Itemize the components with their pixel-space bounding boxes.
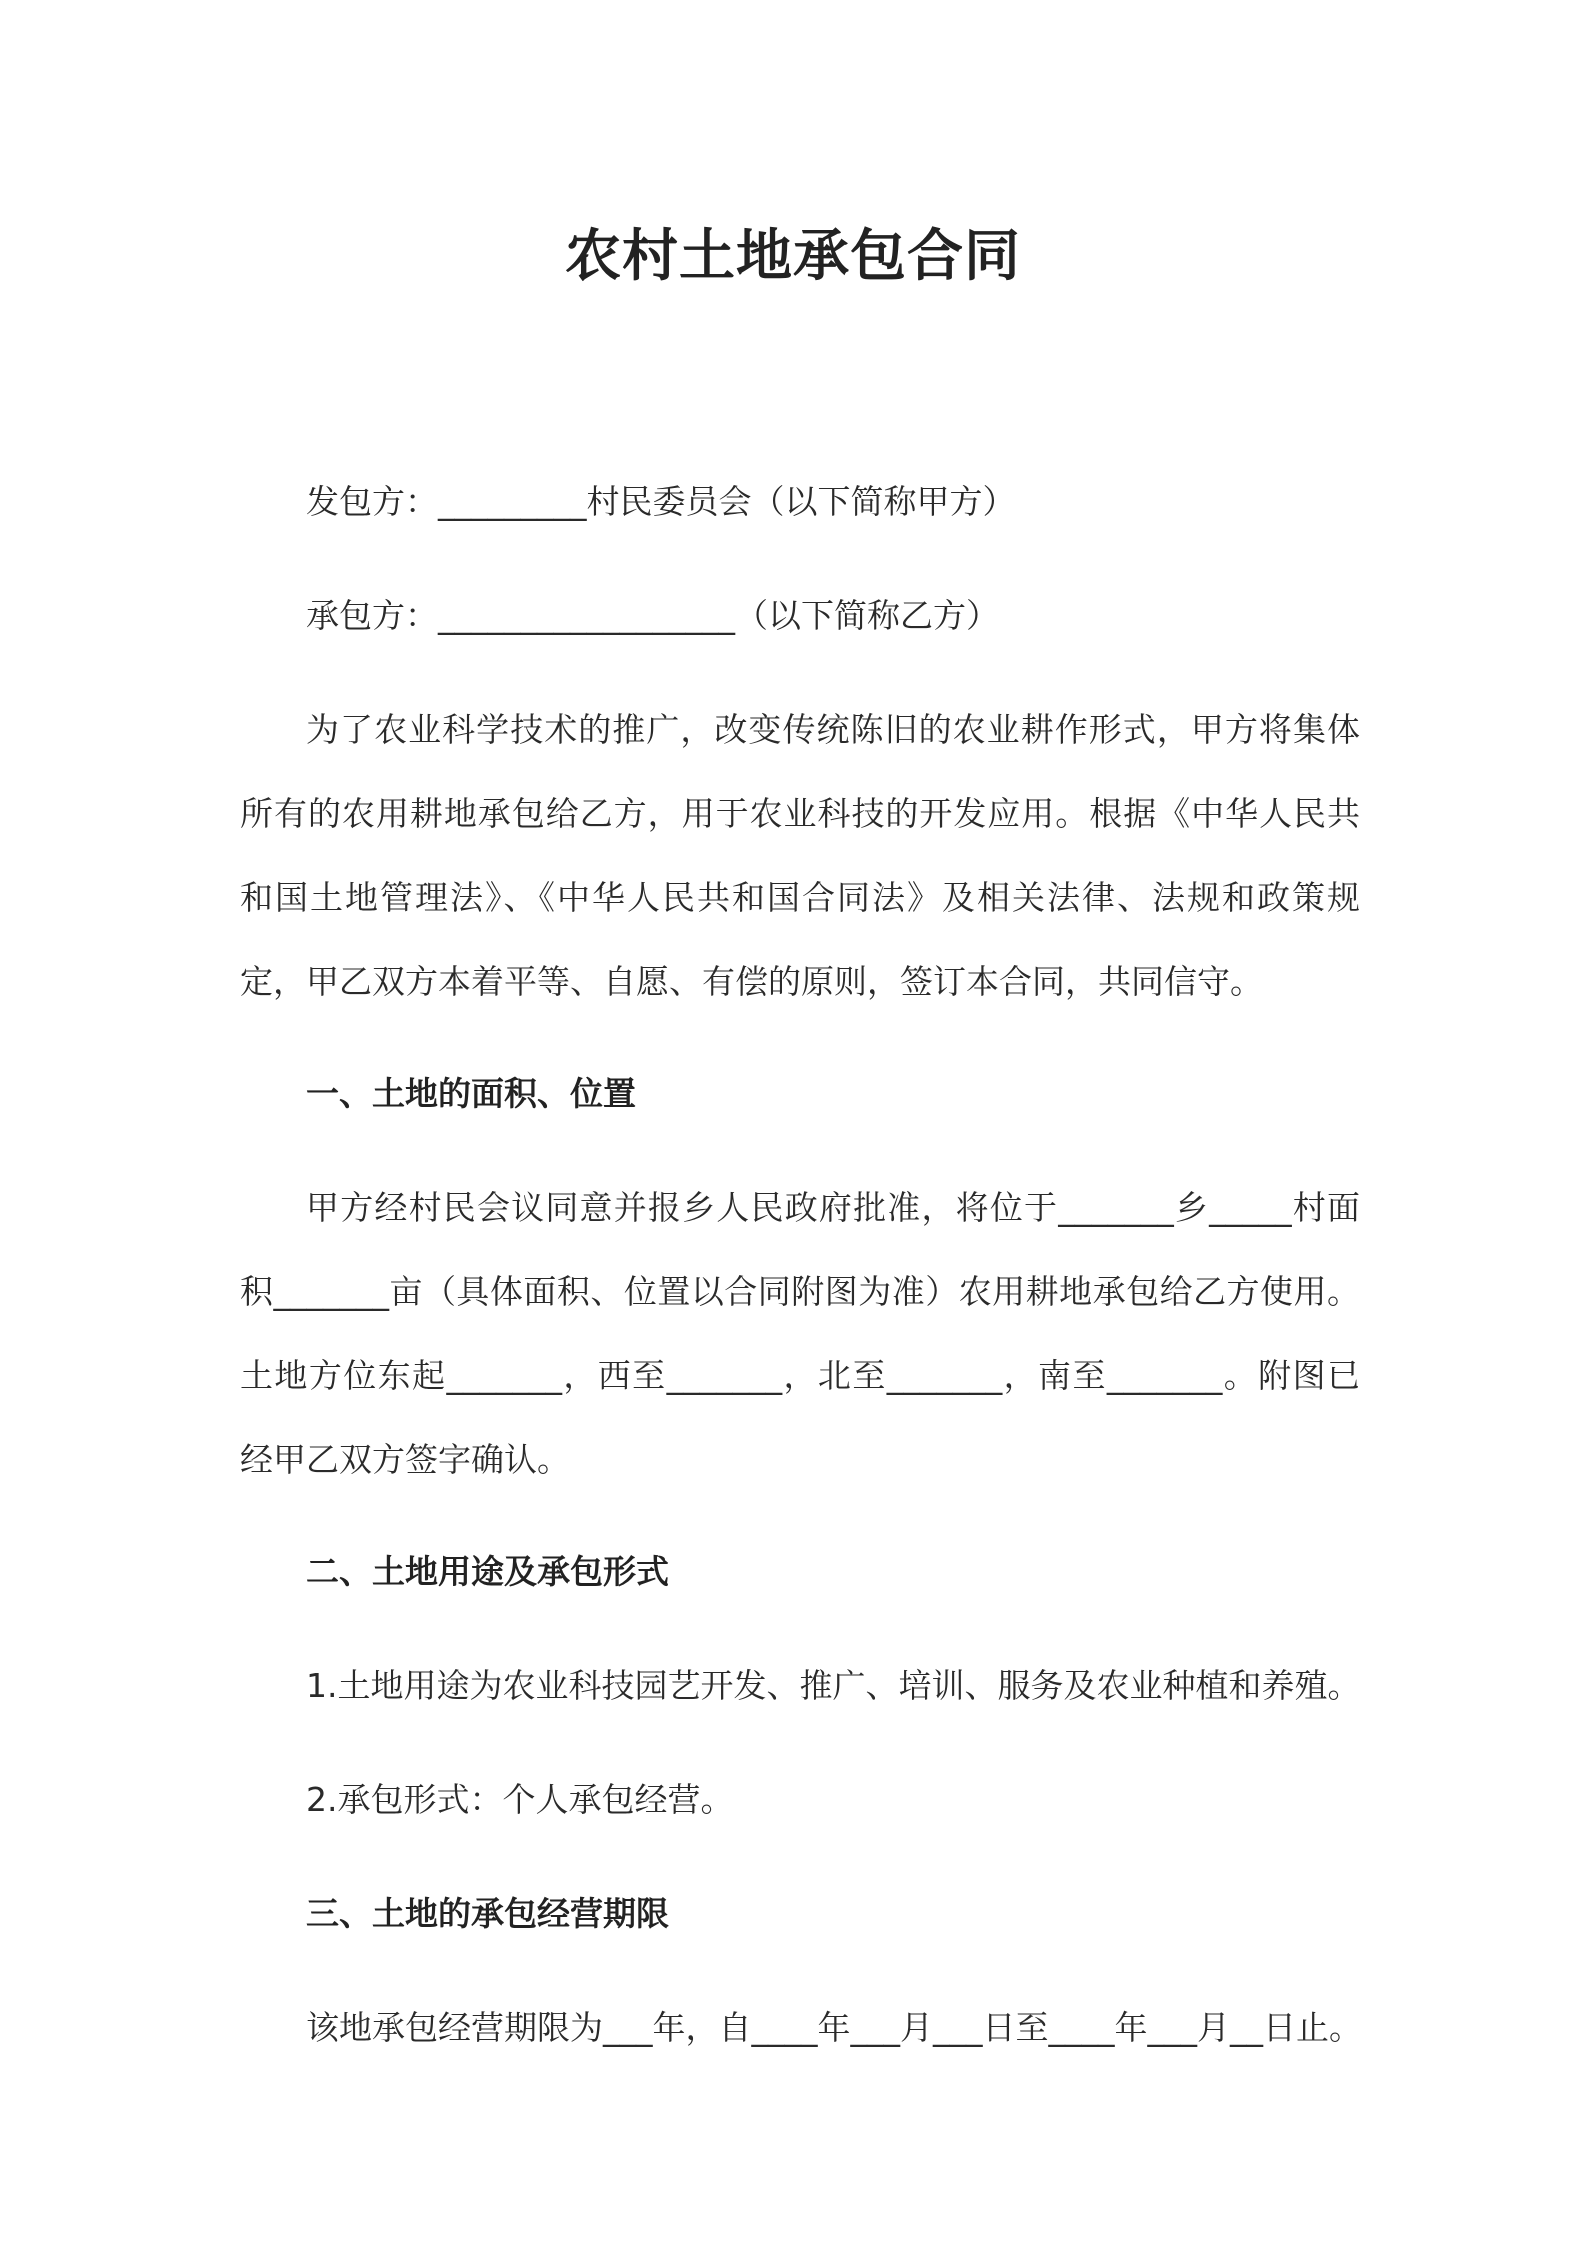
party-a-line: 发包方：_________村民委员会（以下简称甲方） [306,482,1016,521]
section-1-heading: 一、土地的面积、位置 [306,1074,636,1113]
preamble-block [240,688,1360,1024]
section-2-item-2: 2.承包形式：个人承包经营。 [306,1780,734,1819]
document-title: 农村土地承包合同 [565,224,1021,289]
section-1-paragraph: 甲方经村民会议同意并报乡人民政府批准，将位于_______乡_____村面积_______亩（具体面积、位置以合同附图为准）农用耕地承包给乙方使用。土地方位东起_______，西至_______，北至_______，南至_______。附图已经甲乙双方签字确认。 [240,1188,1360,1479]
section-3-paragraph: 该地承包经营期限为___年，自____年___月___日至____年___月__日止。 [306,2008,1362,2047]
party-b-line: 承包方：__________________（以下简称乙方） [306,596,999,635]
section-2-item-1: 1.土地用途为农业科技园艺开发、推广、培训、服务及农业种植和养殖。 [306,1666,1361,1705]
preamble-paragraph: 为了农业科学技术的推广，改变传统陈旧的农业耕作形式，甲方将集体所有的农用耕地承包给乙方，用于农业科技的开发应用。根据《中华人民共和国土地管理法》、《中华人民共和国合同法》及相关法律、法规和政策规定，甲乙双方本着平等、自愿、有偿的原则，签订本合同，共同信守。 [240,710,1360,1001]
section-2-heading: 二、土地用途及承包形式 [306,1552,669,1591]
section-1-block [240,1166,1360,1502]
section-3-heading: 三、土地的承包经营期限 [306,1894,669,1933]
